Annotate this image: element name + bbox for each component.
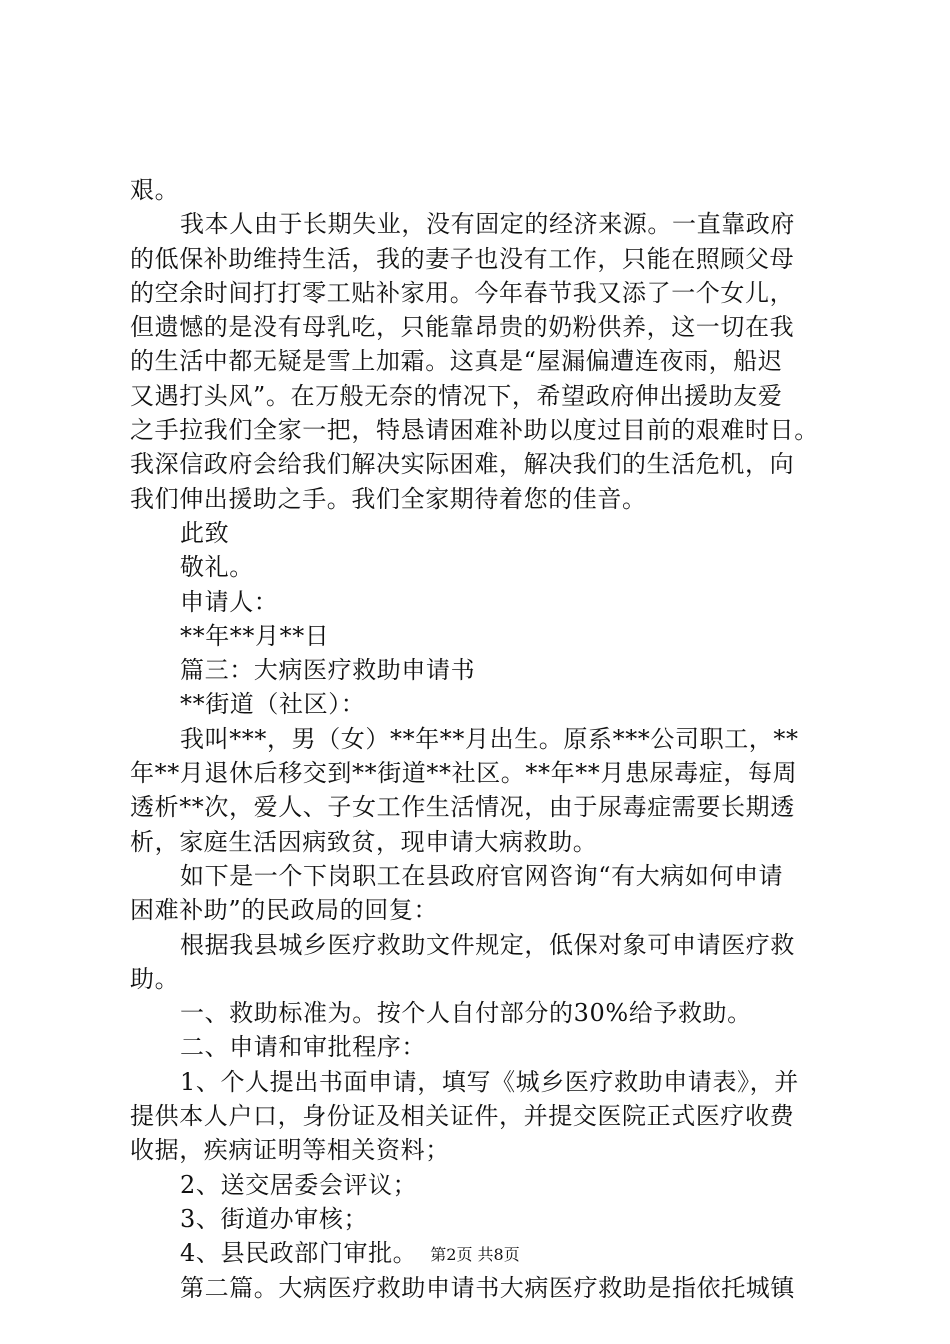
- text-line: 4、县民政部门审批。: [180, 1239, 418, 1268]
- text-line: 二、申请和审批程序：: [180, 1033, 426, 1062]
- text-line: 2、送交居委会评议；: [180, 1170, 418, 1199]
- text-line: 但遗憾的是没有母乳吃，只能靠昂贵的奶粉供养，这一切在我: [130, 313, 795, 342]
- text-line: 困难补助”的民政局的回复：: [130, 896, 439, 925]
- document-body: [130, 173, 835, 1305]
- text-line: 艰。: [130, 176, 180, 204]
- text-line: 之手拉我们全家一把，特恳请困难补助以度过目前的艰难时日。: [130, 416, 819, 445]
- text-line: 第二篇。大病医疗救助申请书大病医疗救助是指依托城镇: [180, 1273, 795, 1302]
- text-line: 一、救助标准为。按个人自付部分的30%给予救助。: [180, 999, 752, 1028]
- text-line: 3、街道办审核；: [180, 1204, 369, 1233]
- text-line: 根据我县城乡医疗救助文件规定，低保对象可申请医疗救: [180, 930, 795, 959]
- text-line: 我叫***，男（女）**年**月出生。原系***公司职工，**: [180, 724, 799, 753]
- text-line: **街道（社区）：: [180, 690, 366, 719]
- text-line: 篇三：大病医疗救助申请书: [180, 656, 476, 685]
- text-line: 1、个人提出书面申请，填写《城乡医疗救助申请表》，并: [180, 1067, 799, 1096]
- text-line: 此致: [180, 518, 230, 547]
- text-line: 申请人：: [180, 587, 279, 616]
- text-line: 敬礼。: [180, 553, 254, 582]
- text-line: 我本人由于长期失业，没有固定的经济来源。一直靠政府: [180, 210, 795, 239]
- text-line: 的低保补助维持生活，我的妻子也没有工作，只能在照顾父母: [130, 244, 795, 273]
- text-line: 析，家庭生活因病致贫，现申请大病救助。: [130, 827, 598, 856]
- text-line: 收据，疾病证明等相关资料；: [130, 1136, 450, 1165]
- text-line: 提供本人户口，身份证及相关证件，并提交医院正式医疗收费: [130, 1102, 795, 1131]
- page-footer: 第2页 共8页: [430, 1245, 520, 1264]
- text-line: 的空余时间打打零工贴补家用。今年春节我又添了一个女儿，: [130, 278, 795, 307]
- text-line: 的生活中都无疑是雪上加霜。这真是“屋漏偏遭连夜雨，船迟: [130, 347, 783, 376]
- text-line: 助。: [130, 964, 180, 993]
- text-line: 透析**次，爱人、子女工作生活情况，由于尿毒症需要长期透: [130, 793, 795, 822]
- text-line: **年**月**日: [180, 621, 330, 650]
- text-line: 我深信政府会给我们解决实际困难，解决我们的生活危机，向: [130, 450, 795, 479]
- text-line: 如下是一个下岗职工在县政府官网咨询“有大病如何申请: [180, 861, 784, 890]
- text-line: 又遇打头风”。在万般无奈的情况下，希望政府伸出援助友爱: [130, 381, 783, 410]
- text-line: 年**月退休后移交到**街道**社区。**年**月患尿毒症，每周: [130, 759, 798, 788]
- text-line: 我们伸出援助之手。我们全家期待着您的佳音。: [130, 484, 647, 513]
